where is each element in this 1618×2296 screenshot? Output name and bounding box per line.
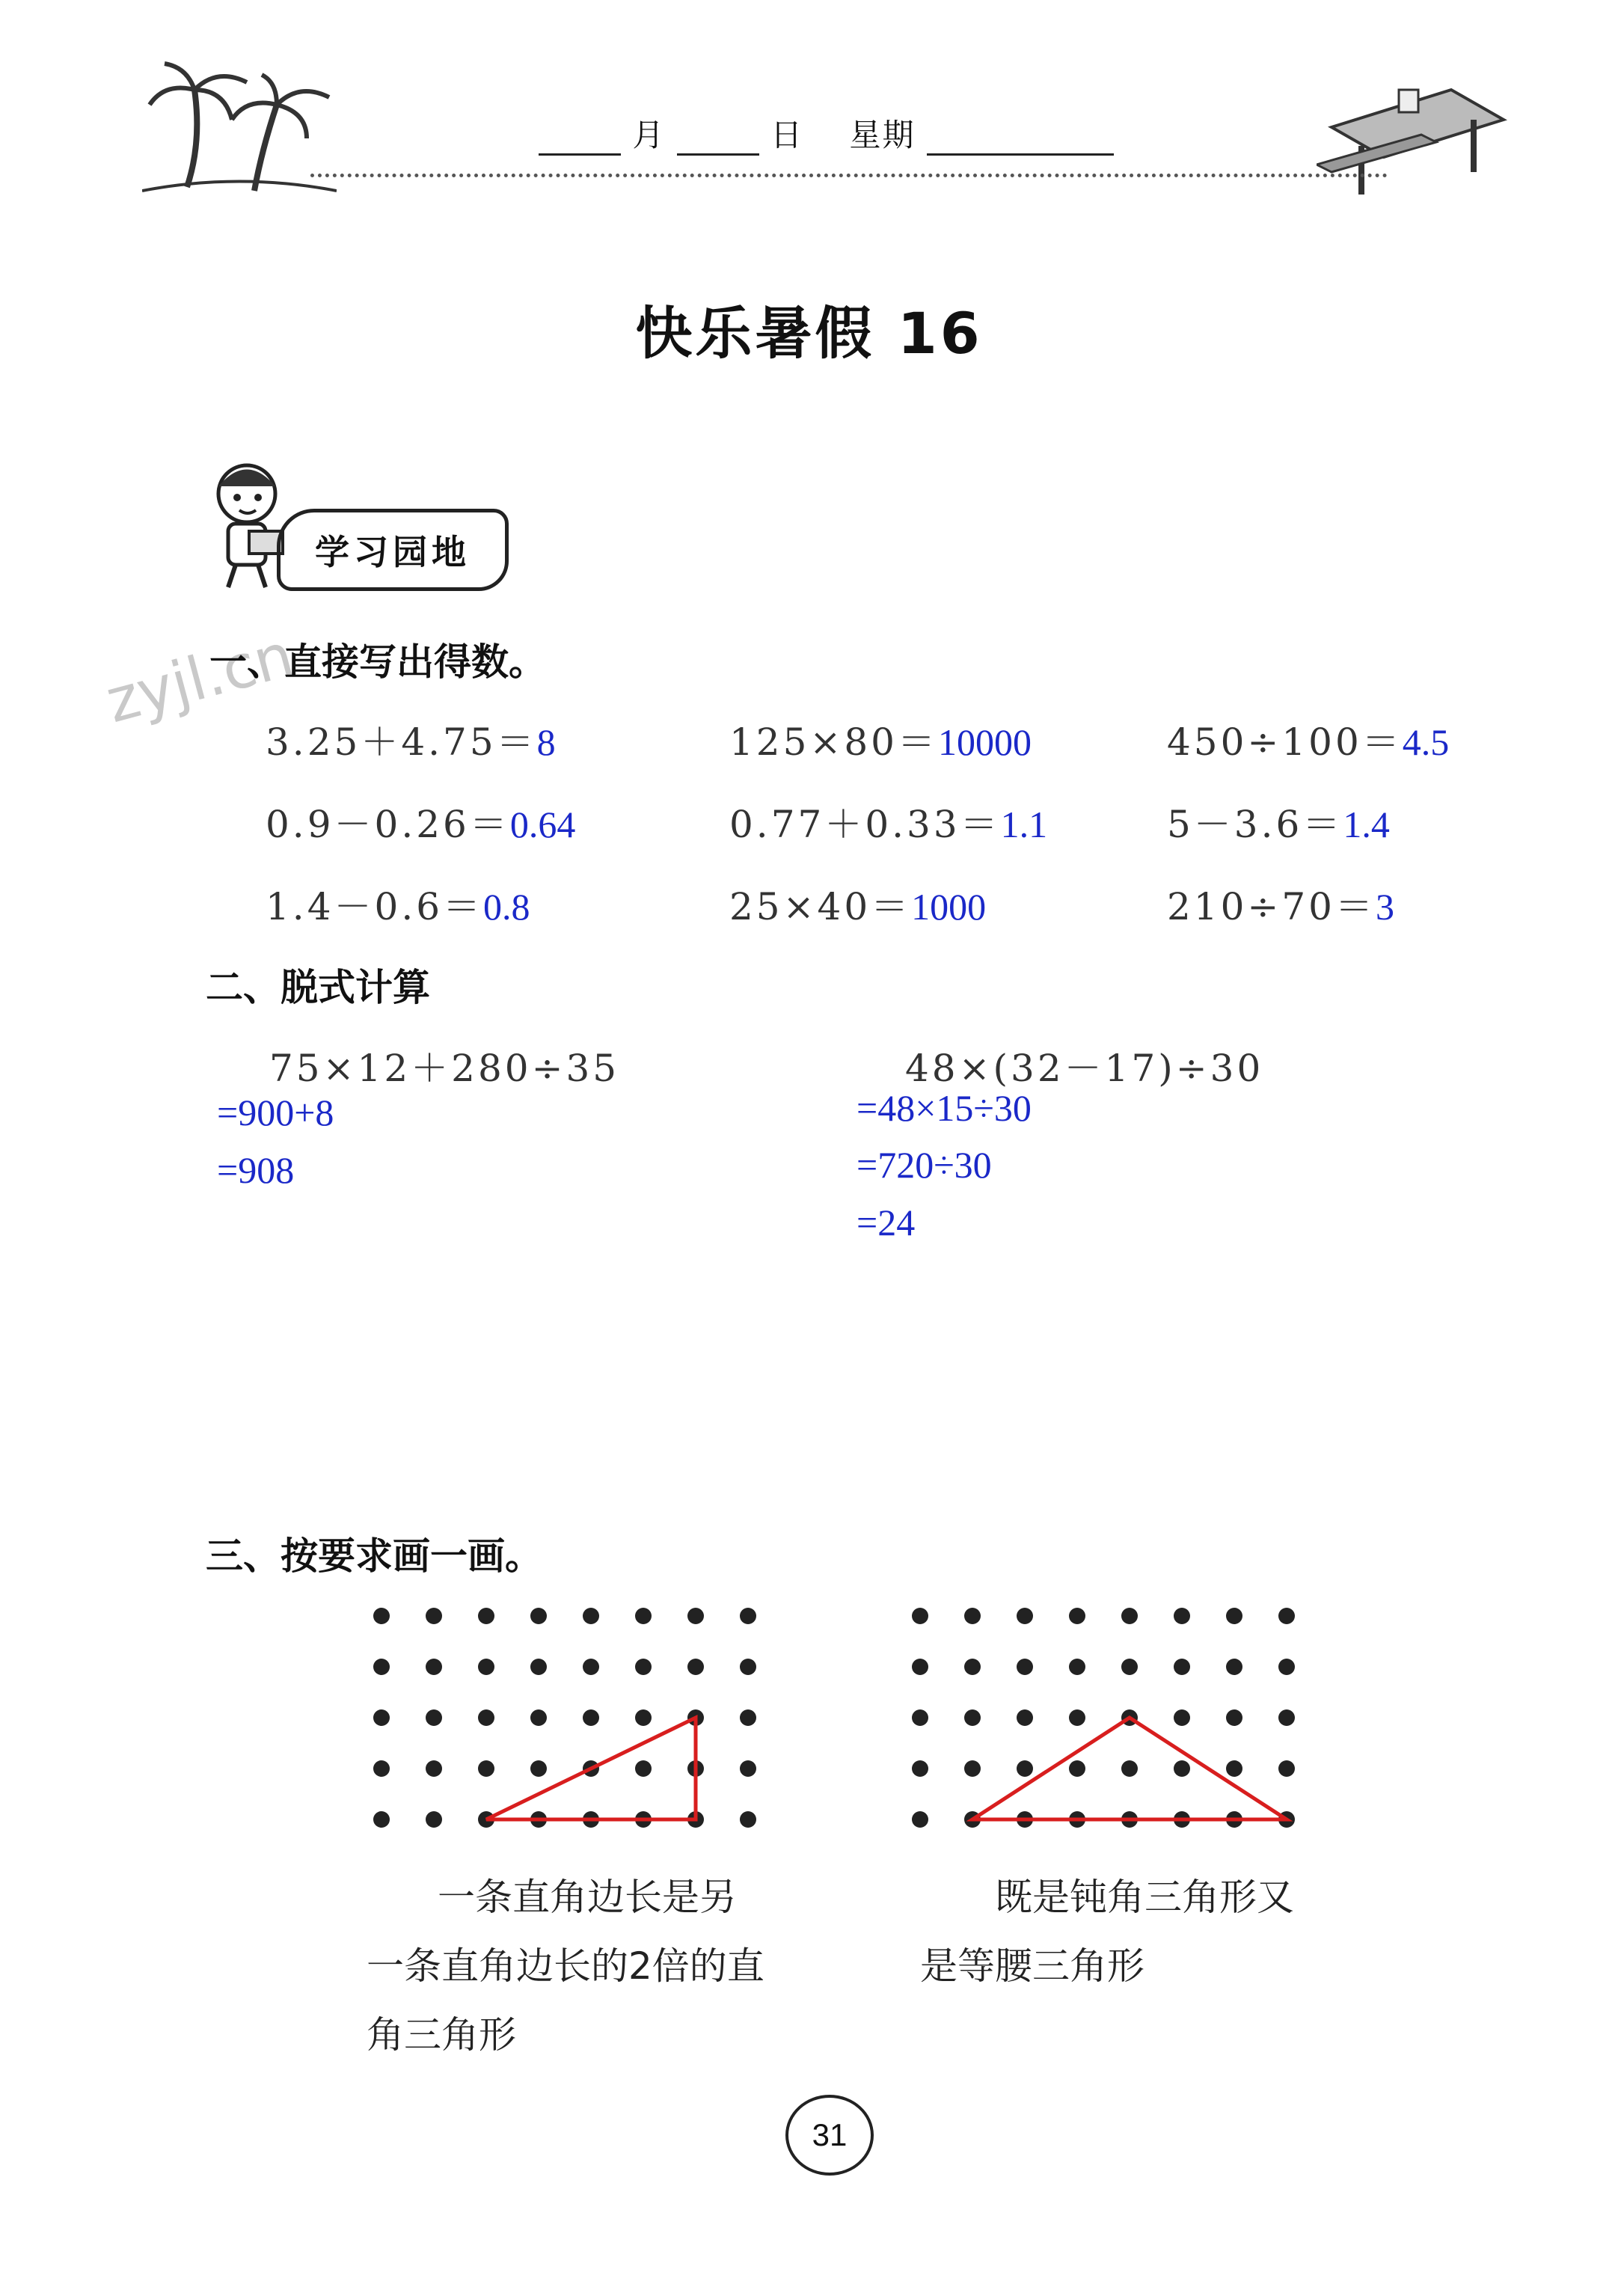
- grid-dot: [478, 1709, 494, 1726]
- grid-dot: [373, 1709, 390, 1726]
- weekday-label: 星期: [849, 117, 916, 153]
- grid-dot: [1226, 1709, 1242, 1726]
- answer: 3: [1375, 886, 1394, 928]
- problem-9: [1167, 877, 1394, 931]
- grid-dot: [740, 1659, 756, 1675]
- grid-dot: [1069, 1608, 1085, 1624]
- section1-heading: 一、直接写出得数。: [209, 640, 546, 684]
- caption-line: 一条直角边长的2倍的直: [367, 1944, 764, 1988]
- answer: 1000: [911, 886, 987, 928]
- watermark: zyjl.cn: [99, 619, 301, 737]
- grid-dot: [964, 1608, 981, 1624]
- grid-dot: [912, 1709, 928, 1726]
- grid-dot: [635, 1608, 652, 1624]
- expression: 0.77＋0.33＝: [729, 803, 1001, 846]
- grid-dot: [373, 1760, 390, 1777]
- calc-step: =900+8: [217, 1092, 334, 1133]
- problem-2: [729, 712, 1032, 766]
- grid-dot: [912, 1811, 928, 1828]
- problem-1: [266, 712, 556, 766]
- grid-dot: [740, 1608, 756, 1624]
- calc-expression-1: 75×12＋280÷35: [269, 1047, 620, 1090]
- grid-dot: [426, 1811, 442, 1828]
- left-caption: [367, 1863, 764, 2069]
- caption-line: 角三角形: [367, 2013, 516, 2057]
- grid-dot: [1174, 1659, 1190, 1675]
- expression: 5－3.6＝: [1167, 803, 1343, 846]
- header-dotted-line: [310, 174, 1388, 177]
- grid-dot: [1278, 1760, 1295, 1777]
- expression: 25×40＝: [729, 885, 912, 928]
- problem-3: [1167, 712, 1449, 766]
- drawn-triangle: [486, 1718, 696, 1819]
- caption-line: 一条直角边长是另: [438, 1876, 737, 1919]
- grid-dot: [530, 1659, 547, 1675]
- grid-dot: [740, 1709, 756, 1726]
- grid-dot: [1278, 1659, 1295, 1675]
- calc-step: =48×15÷30: [857, 1087, 1032, 1129]
- grid-dot: [373, 1811, 390, 1828]
- problem-6: [1167, 795, 1390, 848]
- answer: 0.8: [483, 886, 530, 928]
- day-label: 日: [770, 117, 804, 153]
- grid-dot: [373, 1608, 390, 1624]
- grid-dot: [1069, 1659, 1085, 1675]
- grid-dot: [530, 1760, 547, 1777]
- grid-dot: [1121, 1659, 1138, 1675]
- grid-dot: [1226, 1659, 1242, 1675]
- grid-dot: [687, 1608, 704, 1624]
- grid-dot: [912, 1608, 928, 1624]
- expression: 1.4－0.6＝: [266, 885, 484, 928]
- month-blank: [539, 125, 621, 156]
- page-number: 31: [785, 2095, 874, 2176]
- grid-dot: [1174, 1608, 1190, 1624]
- answer: 1.4: [1343, 803, 1390, 845]
- calc-step: =24: [857, 1201, 916, 1243]
- grid-dot: [478, 1760, 494, 1777]
- answer: 4.5: [1402, 721, 1450, 763]
- calc-step: =908: [217, 1149, 295, 1191]
- grid-dot: [1069, 1709, 1085, 1726]
- date-header: [539, 111, 1114, 156]
- grid-dot: [426, 1709, 442, 1726]
- weekday-blank: [927, 125, 1114, 156]
- grid-dot: [964, 1709, 981, 1726]
- grid-dot: [964, 1760, 981, 1777]
- grid-dot: [530, 1608, 547, 1624]
- caption-line: 是等腰三角形: [920, 1944, 1144, 1988]
- grid-dot: [1017, 1659, 1033, 1675]
- grid-dot: [1174, 1709, 1190, 1726]
- grid-dot: [912, 1760, 928, 1777]
- grid-dot: [1069, 1760, 1085, 1777]
- grid-dot: [478, 1608, 494, 1624]
- grid-dot: [635, 1760, 652, 1777]
- grid-dot: [1174, 1760, 1190, 1777]
- grid-dot: [1017, 1608, 1033, 1624]
- grid-dot: [426, 1760, 442, 1777]
- answer: 1.1: [1000, 803, 1048, 845]
- expression: 3.25＋4.75＝: [266, 720, 537, 764]
- answer: 0.64: [509, 803, 576, 845]
- dot-grid-right: [898, 1594, 1317, 1840]
- grid-dot: [426, 1608, 442, 1624]
- grid-dot: [530, 1709, 547, 1726]
- grid-dot: [583, 1709, 599, 1726]
- problem-5: [729, 795, 1047, 848]
- dot-grid-left: [359, 1594, 778, 1840]
- problem-7: [266, 877, 530, 931]
- palm-trees-illustration: [142, 60, 337, 195]
- calc-expression-2: 48×(32－17)÷30: [905, 1047, 1264, 1090]
- caption-line: 既是钝角三角形又: [995, 1876, 1294, 1919]
- grid-dot: [1121, 1608, 1138, 1624]
- grid-dot: [373, 1659, 390, 1675]
- study-corner-badge: 学习园地: [277, 509, 509, 591]
- section3-heading: 三、按要求画一画。: [206, 1534, 542, 1578]
- expression: 0.9－0.26＝: [266, 803, 510, 846]
- calc-step: =720÷30: [857, 1144, 992, 1186]
- grid-dot: [1278, 1608, 1295, 1624]
- expression: 125×80＝: [729, 720, 938, 764]
- expression: 450÷100＝: [1167, 720, 1403, 764]
- grid-dot: [1121, 1760, 1138, 1777]
- grid-dot: [740, 1760, 756, 1777]
- grid-dot: [1017, 1760, 1033, 1777]
- grid-dot: [964, 1659, 981, 1675]
- grid-dot: [583, 1659, 599, 1675]
- grid-dot: [635, 1709, 652, 1726]
- page-title: 快乐暑假 16: [635, 300, 983, 367]
- expression: 210÷70＝: [1167, 885, 1376, 928]
- grid-dot: [687, 1659, 704, 1675]
- month-label: 月: [632, 117, 666, 153]
- grid-dot: [1017, 1709, 1033, 1726]
- answer: 8: [536, 721, 556, 763]
- grid-dot: [426, 1659, 442, 1675]
- problem-8: [729, 877, 986, 931]
- day-blank: [677, 125, 759, 156]
- grid-dot: [635, 1659, 652, 1675]
- grid-dot: [1226, 1608, 1242, 1624]
- grid-dot: [478, 1659, 494, 1675]
- grid-dot: [1278, 1709, 1295, 1726]
- problem-4: [266, 795, 575, 848]
- grid-dot: [1226, 1760, 1242, 1777]
- grid-dot: [912, 1659, 928, 1675]
- picnic-table-illustration: [1317, 60, 1511, 209]
- grid-dot: [583, 1608, 599, 1624]
- section2-heading: 二、脱式计算: [206, 966, 430, 1009]
- right-caption: [920, 1863, 1294, 2000]
- grid-dot: [740, 1811, 756, 1828]
- answer: 10000: [937, 721, 1032, 763]
